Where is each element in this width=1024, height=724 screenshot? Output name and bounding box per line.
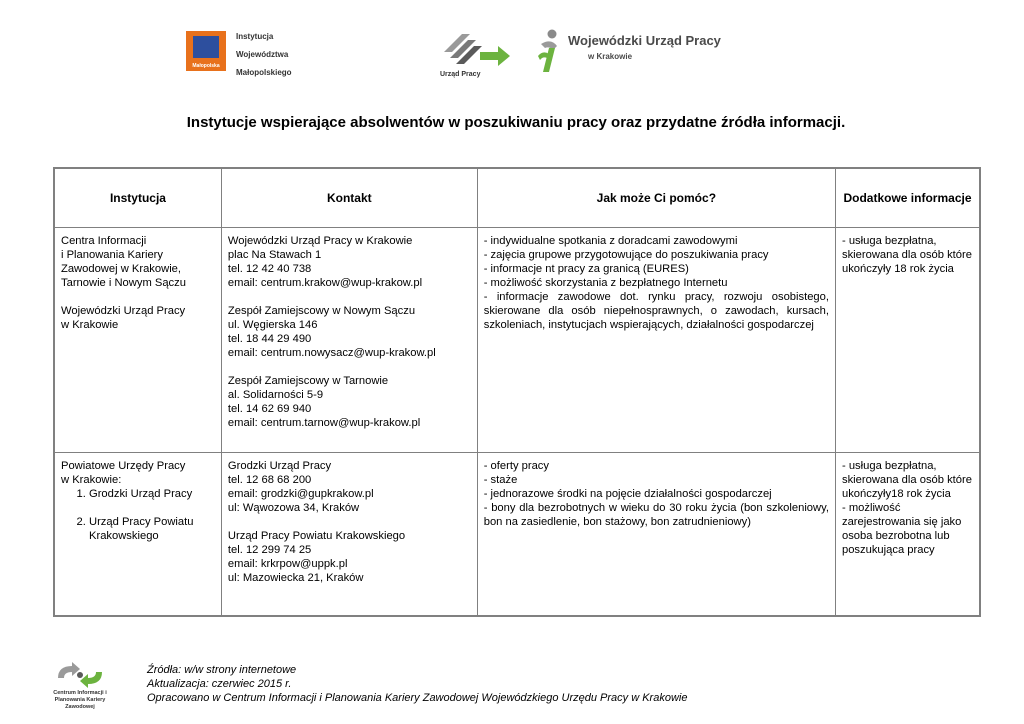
institution-line: w Krakowie [61,319,119,331]
email-link[interactable]: email: grodzki@gupkrakow.pl [227,488,374,500]
contact-line: ul: Mazowiecka 21, Kraków [227,572,364,584]
list-item: 1. Grodzki Urząd Pracy [89,487,215,501]
email-link[interactable]: email: centrum.tarnow@wup-krakow.pl [227,417,421,429]
institution-line: Centra Informacji [61,235,147,247]
email-link[interactable]: email: krkrpow@uppk.pl [227,558,348,570]
help-item: - bony dla bezrobotnych w wieku do 30 roku życia (bon szkoleniowy, bon na zasiedlenie, bon stażowy, bon zatrudnieniowy) [483,502,829,528]
extra-cell [835,228,980,453]
documents-arrow-icon [440,30,512,68]
help-item: - informacje nt pracy za granicą (EURES) [483,263,689,275]
wup-subtitle: w Krakowie [588,52,633,61]
contact-line: tel. 12 68 68 200 [227,474,312,486]
contact-cell [221,453,477,617]
contact-cell [221,228,477,453]
page-title: Instytucje wspierające absolwentów w poszukiwaniu pracy oraz przydatne źródła informacji. [186,114,846,131]
table-header-row [54,168,980,228]
institution-line: w Krakowie: [61,474,122,486]
extra-info: - usługa bezpłatna, skierowana dla osób które ukończyły18 rok życia - możliwość zarejestrowania się jako osoba bezrobotna lub poszukująca pracy [841,460,972,556]
contact-line: Urząd Pracy Powiatu Krakowskiego [227,530,406,542]
help-item: - informacje zawodowe dot. rynku pracy, rozwoju osobistego, skierowane dla osób niepełnosprawnych, o zawodach, kursach, szkoleniach, instytucjach wspierających, działalności gospodarczej [483,291,829,331]
table-row [54,228,980,453]
help-cell [477,228,835,453]
help-item: - zajęcia grupowe przygotowujące do poszukiwania pracy [483,249,769,261]
contact-line: ul: Wąwozowa 34, Kraków [227,502,360,514]
contact-line: plac Na Stawach 1 [227,249,322,261]
institution-name [236,28,292,82]
cipkz-label: Centrum Informacji i Planowania Kariery Zawodowej [53,690,107,710]
email-link[interactable]: email: centrum.nowysacz@wup-krakow.pl [227,347,436,359]
contact-line: Zespół Zamiejscowy w Tarnowie [227,375,389,387]
footer-sources: Źródła: w/w strony internetowe [147,664,297,676]
list-item: 2. Urząd Pracy Powiatu Krakowskiego [89,515,215,543]
help-item: - jednorazowe środki na pojęcie działalności gospodarczej [483,488,772,500]
institutions-table [53,167,981,617]
contact-line: Grodzki Urząd Pracy [227,460,332,472]
footer-notes [147,663,687,705]
institution-line: Wojewódzki Urząd Pracy [61,305,186,317]
institution-line: Powiatowe Urzędy Pracy [61,460,186,472]
extra-cell [835,453,980,617]
help-item: - staże [483,474,518,486]
institution-line: Zawodowej w Krakowie, [61,263,182,275]
contact-line: tel. 12 299 74 25 [227,544,312,556]
table-row [54,453,980,617]
institution-line: Małopolskiego [236,68,292,77]
contact-line: tel. 14 62 69 940 [227,403,312,415]
wup-figure-icon [535,28,565,74]
header-help: Jak może Ci pomóc? [477,168,835,228]
institution-line: Tarnowie i Nowym Sączu [61,277,186,289]
institution-line: i Planowania Kariery [61,249,163,261]
institution-cell [54,228,221,453]
contact-line: tel. 12 42 40 738 [227,263,312,275]
urzad-pracy-logo [440,30,512,78]
urzad-pracy-label: Urząd Pracy [440,71,481,78]
help-item: - oferty pracy [483,460,549,472]
email-link[interactable]: email: centrum.krakow@wup-krakow.pl [227,277,423,289]
contact-line: ul. Węgierska 146 [227,319,318,331]
help-cell [477,453,835,617]
units-list [61,487,215,543]
contact-line: Zespół Zamiejscowy w Nowym Sączu [227,305,416,317]
help-item: - indywidualne spotkania z doradcami zawodowymi [483,235,738,247]
header-institution: Instytucja [54,168,221,228]
wup-title: Wojewódzki Urząd Pracy [568,33,721,48]
contact-line: Wojewódzki Urząd Pracy w Krakowie [227,235,413,247]
contact-line: al. Solidarności 5-9 [227,389,324,401]
recycle-arrows-icon [44,660,116,690]
cipkz-logo [44,660,114,720]
header-extra: Dodatkowe informacje [835,168,980,228]
header-contact: Kontakt [221,168,477,228]
malopolska-logo [186,31,226,71]
institution-line: Województwa [236,50,289,59]
malopolska-tag: Małopolska [192,63,220,69]
footer-credit: Opracowano w Centrum Informacji i Planowania Kariery Zawodowej Wojewódzkiego Urzędu Pracy w Krakowie [147,692,688,704]
footer-update: Aktualizacja: czerwiec 2015 r. [147,678,292,690]
extra-info: - usługa bezpłatna, skierowana dla osób które ukończyły 18 rok życia [841,235,972,275]
help-item: - możliwość skorzystania z bezpłatnego Internetu [483,277,728,289]
crest-icon [193,36,219,58]
institution-line: Instytucja [236,32,274,41]
institution-cell [54,453,221,617]
contact-line: tel. 18 44 29 490 [227,333,312,345]
